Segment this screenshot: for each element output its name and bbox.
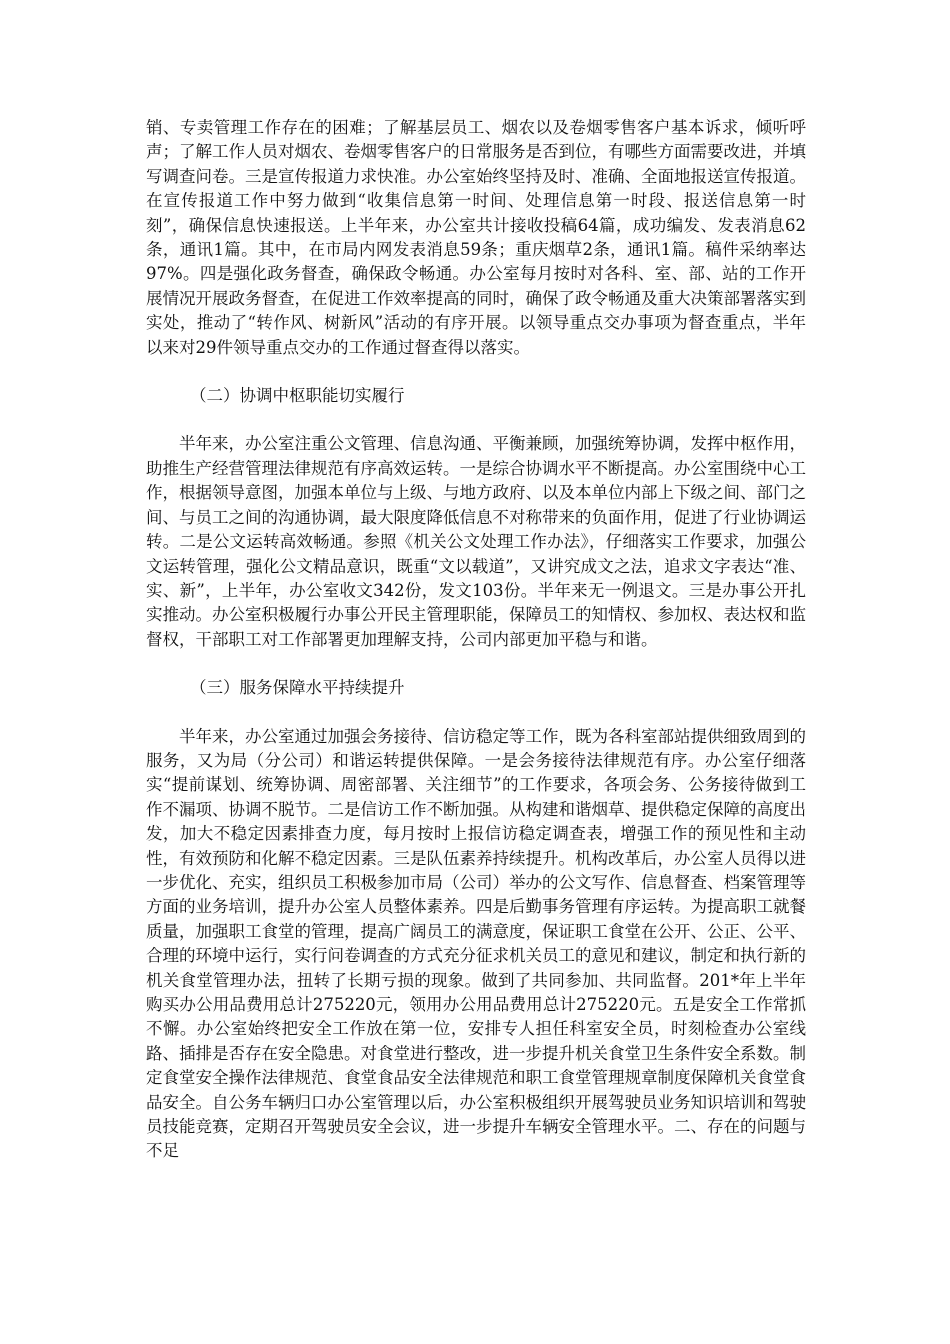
body-paragraph-3: 半年来，办公室通过加强会务接待、信访稳定等工作，既为各科室部站提供细致周到的服务，又为局（分公司）和谐运转提供保障。一是会务接待法律规范有序。办公室仔细落实“提前谋划、统筹协调、周密部署、关注细节”的工作要求，各项会务、公务接待做到工作不漏项、协调不脱节。二是信访工作不断加强。从构建和谐烟草、提供稳定保障的高度出发，加大不稳定因素排查力度，每月按时上报信访稳定调查表，增强工作的预见性和主动性，有效预防和化解不稳定因素。三是队伍素养持续提升。机构改革后，办公室人员得以进一步优化、充实，组织员工积极参加市局（公司）举办的公文写作、信息督查、档案管理等方面的业务培训，提升办公室人员整体素养。四是后勤事务管理有序运转。为提高职工就餐质量，加强职工食堂的管理，提高广阔员工的满意度，保证职工食堂在公开、公正、公平、合理的环境中运行，实行问卷调查的方式充分征求机关员工的意见和建议，制定和执行新的机关食堂管理办法，扭转了长期亏损的现象。做到了共同参加、共同监督。201*年上半年购买办公用品费用总计275220元，领用办公用品费用总计275220元。五是安全工作常抓不懈。办公室始终把安全工作放在第一位，安排专人担任科室安全员，时刻检查办公室线路、插排是否存在安全隐患。对食堂进行整改，进一步提升机关食堂卫生条件安全系数。制定食堂安全操作法律规范、食堂食品安全法律规范和职工食堂管理规章制度保障机关食堂食品安全。自公务车辆归口办公室管理以后，办公室积极组织开展驾驶员业务知识培训和驾驶员技能竞赛，定期召开驾驶员安全会议，进一步提升车辆安全管理水平。二、存在的问题与不足: [146, 726, 806, 1161]
document-page: [146, 116, 806, 1164]
paragraph-spacer: [146, 652, 806, 676]
paragraph-spacer: [146, 408, 806, 432]
body-paragraph-1: 销、专卖管理工作存在的困难；了解基层员工、烟农以及卷烟零售客户基本诉求，倾听呼声；了解工作人员对烟农、卷烟零售客户的日常服务是否到位，有哪些方面需要改进，并填写调查问卷。三是宣传报道力求快准。办公室始终坚持及时、准确、全面地报送宣传报道。在宣传报道工作中努力做到“收集信息第一时间、处理信息第一时段、报送信息第一时刻”，确保信息快速报送。上半年来，办公室共计接收投稿64篇，成功编发、发表消息62条，通讯1篇。其中，在市局内网发表消息59条；重庆烟草2条，通讯1篇。稿件采纳率达97%。四是强化政务督查，确保政令畅通。办公室每月按时对各科、室、部、站的工作开展情况开展政务督查，在促进工作效率提高的同时，确保了政令畅通及重大决策部署落实到实处，推动了“转作风、树新风”活动的有序开展。以领导重点交办事项为督查重点，半年以来对29件领导重点交办的工作通过督查得以落实。: [146, 118, 806, 357]
section-heading-2: （二）协调中枢职能切实履行: [190, 386, 405, 406]
section-heading-3: （三）服务保障水平持续提升: [190, 678, 405, 698]
paragraph-spacer: [146, 360, 806, 384]
body-paragraph-2: 半年来，办公室注重公文管理、信息沟通、平衡兼顾，加强统筹协调，发挥中枢作用，助推生产经营管理法律规范有序高效运转。一是综合协调水平不断提高。办公室围绕中心工作，根据领导意图，加强本单位与上级、与地方政府、以及本单位内部上下级之间、部门之间、与员工之间的沟通协调，最大限度降低信息不对称带来的负面作用，促进了行业协调运转。二是公文运转高效畅通。参照《机关公文处理工作办法》，仔细落实工作要求，加强公文运转管理，强化公文精品意识，既重“文以载道”，又讲究成文之法，追求文字表达“准、实、新”，上半年，办公室收文342份，发文103份。半年来无一例退文。三是办事公开扎实推动。办公室积极履行办事公开民主管理职能，保障员工的知情权、参加权、表达权和监督权，干部职工对工作部署更加理解支持，公司内部更加平稳与和谐。: [146, 434, 806, 649]
paragraph-spacer: [146, 701, 806, 725]
